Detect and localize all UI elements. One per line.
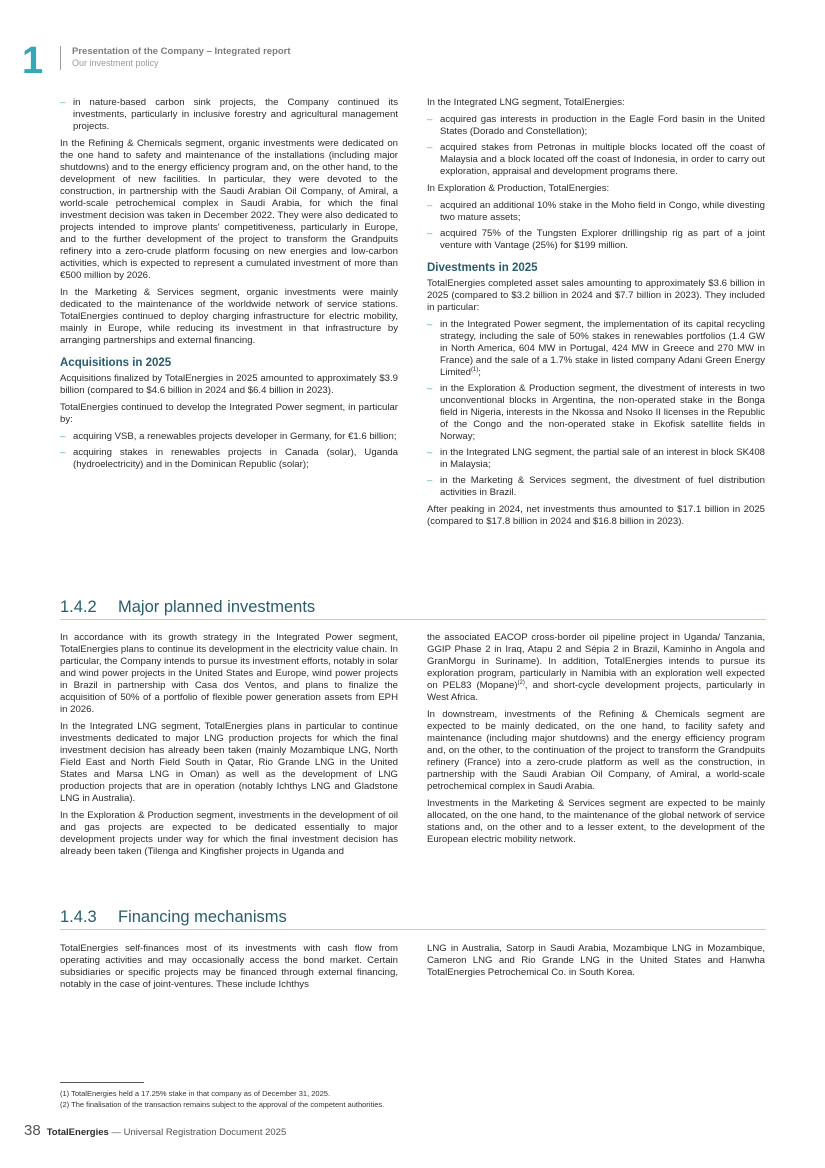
left-column-top [60,97,398,476]
list-item: – acquired an additional 10% stake in the Moho field in Congo, while divesting two mature assets; [427,200,765,223]
carbon-list [60,97,398,133]
footnote-1: (1) TotalEnergies held a 17.25% stake in that company as of December 31, 2025. [60,1089,331,1098]
section-number: 1.4.3 [60,908,97,926]
paragraph-refining: In the Refining & Chemicals segment, organic investments were dedicated on the one hand to safety and maintenance of the installations (including major shutdowns) and to the energy efficiency program and, on the other hand, to the development of new facilities. In particular, they were devoted to the construction, in partnership with the Saudi Arabian Oil Company, of Amiral, a world-scale petrochemical complex in Saudi Arabia, for which the final investment decision was taken in December 2022. They were also dedicated to projects intended to improve plants' competitiveness, particularly in Europe, and to the further development of the project to transform the Grandpuits refinery into a zero-crude platform focusing on new energies and low-carbon activities, which is expected to represent a cumulated investment of more than €500 million by 2026. [60,138,398,281]
paragraph: In accordance with its growth strategy in the Integrated Power segment, TotalEnergies plans to continue its development in the electricity value chain. In particular, the Company intends to pursue its investment efforts, notably in solar and wind power projects in the United States and Europe, wind power projects in Brazil in partnership with Casa dos Ventos, and plans to finalize the acquisition of 50% of a portfolio of flexible power generation assets from EPH in 2026. [60,632,398,715]
dash-icon: – [427,447,433,458]
dash-icon: – [427,200,433,211]
list-item: – in the Integrated Power segment, the implementation of its capital recycling strategy, including the sale of 50% stakes in renewables portfolios (1.4 GW in North America, 604 MW in Portugal, 424 MW in Greece and 270 MW in France) and the sale of a 1.7% stake in listed company Adani Green Energy Limited$^{(1)}$; [427,319,765,378]
list-item: – acquired 75% of the Tungsten Explorer drillingship rig as part of a joint venture with Vantage (25%) for $199 million. [427,228,765,251]
right-column-top [427,97,765,533]
header-subtitle: Our investment policy [72,58,159,68]
paragraph-lng: In the Integrated LNG segment, TotalEnergies: [427,97,625,108]
section-title: Financing mechanisms [118,908,287,926]
dash-icon: – [427,228,433,239]
chapter-number: 1 [22,40,44,82]
paragraph: TotalEnergies self-finances most of its investments with cash flow from operating activities and may occasionally access the bond market. Certain subsidiaries or specific projects may be financed through external financing, notably in the case of joint-ventures. These include Ichthys [60,943,398,990]
footnote-ref-2: (2) [517,679,525,686]
paragraph: Investments in the Marketing & Services segment are expected to be mainly allocated, on the one hand, to the maintenance of the global network of service stations and, on the other and to a lesser extent, to the development of the European electric mobility network. [427,798,765,845]
dash-icon: – [427,142,433,153]
paragraph: In downstream, investments of the Refining & Chemicals segment are expected to be mainly dedicated, on the one hand, to facility safety and maintenance (including major shutdowns) and the energy efficiency program and, on the other, to the continuation of the project to transform the Grandpuits refinery (France) into a zero-crude platform as well as the construction, in partnership with the Saudi Arabian Oil Company, of Amiral, a world-scale petrochemical complex in Saudi Arabia. [427,709,765,792]
page-number: 38 [24,1122,41,1139]
list-item: – in the Exploration & Production segment, the divestment of interests in two unconventional blocks in Argentina, the non-operated stake in the Bonga field in Nigeria, interests in the Nkossa and Nsoko II licenses in the Republic of the Congo and the non-operated stake in Ekofisk satellite fields in Norway; [427,383,765,442]
paragraph-net-investments: After peaking in 2024, net investments thus amounted to $17.1 billion in 2025 (compared to $17.8 billion in 2024 and $16.8 billion in 2023). [427,504,765,527]
divestments-list [427,319,765,499]
page-footer [24,1122,286,1140]
paragraph: In the Exploration & Production segment, investments in the development of oil and gas projects are expected to be dedicated essentially to major development projects under way for which the final investment decision has already been taken (Tilenga and Kingfisher projects in Uganda and [60,810,398,857]
section-title: Major planned investments [118,598,316,616]
heading-divestments: Divestments in 2025 [427,262,538,274]
paragraph: In the Integrated LNG segment, TotalEnergies plans in particular to continue investments dedicated to major LNG production projects for which the final investment decision has already been taken (mainly Mozambique LNG, North Field East and North Field South in Qatar, Rio Grande LNG in the United States and Marsa LNG in Oman) as well as the development of LNG production projects that are in operation (notably Ichthys LNG and Gladstone LNG in Australia). [60,721,398,804]
section-heading-1-4-3 [60,908,766,930]
ep-list [427,200,765,252]
dash-icon: – [60,97,66,108]
dash-icon: – [427,114,433,125]
footnote-2: (2) The finalisation of the transaction remains subject to the approval of the competent authorities. [60,1100,385,1109]
right-column-1-4-2 [427,632,765,851]
list-item: – in the Integrated LNG segment, the partial sale of an interest in block SK408 in Malaysia; [427,447,765,470]
paragraph-acquisitions: Acquisitions finalized by TotalEnergies in 2025 amounted to approximately $3.9 billion (compared to $4.6 billion in 2024 and $6.4 billion in 2023). [60,373,398,396]
section-heading-1-4-2 [60,598,766,620]
dash-icon: – [60,447,66,458]
footer-brand: TotalEnergies [46,1127,109,1138]
left-column-1-4-2 [60,632,398,863]
paragraph-ep: In Exploration & Production, TotalEnergies: [427,183,610,194]
list-item: – acquiring stakes in renewables projects in Canada (solar), Uganda (hydroelectricity) and in the Dominican Republic (solar); [60,447,398,470]
lng-list [427,114,765,178]
left-column-1-4-3 [60,943,398,996]
paragraph-divestments: TotalEnergies completed asset sales amounting to approximately $3.6 billion in 2025 (compared to $3.2 billion in 2024 and $7.7 billion in 2023). They included in particular: [427,278,765,313]
heading-acquisitions: Acquisitions in 2025 [60,357,172,369]
dash-icon: – [427,383,433,394]
dash-icon: – [427,475,433,486]
footnote-divider [60,1082,144,1083]
section-number: 1.4.2 [60,598,97,616]
list-item: – acquired gas interests in production in the Eagle Ford basin in the United States (Dorado and Constellation); [427,114,765,137]
paragraph-integrated-power: TotalEnergies continued to develop the Integrated Power segment, in particular by: [60,402,398,425]
paragraph: the associated EACOP cross-border oil pipeline project in Uganda/ Tanzania, GGIP Phase 2 in Iraq, Atapu 2 and Sépia 2 in Brazil, Kaminho in Angola and GranMorgu in Suriname). In addition, TotalEnergies intends to pursue its exploration program, particularly in Namibia with an exploration well expected on PEL83 (Mopane)$^{(2)}$, and short-cycle development projects, particularly in West Africa. [427,632,765,703]
dash-icon: – [60,431,66,442]
header-divider [60,46,61,70]
list-item: – acquiring VSB, a renewables projects developer in Germany, for €1.6 billion; [60,431,397,442]
acquisitions-list [60,431,398,471]
footnote-ref-1: (1) [470,366,479,373]
list-item: – in the Marketing & Services segment, the divestment of fuel distribution activities in Brazil. [427,475,765,498]
list-item: – acquired stakes from Petronas in multiple blocks located off the coast of Malaysia and a block located off the coast of Indonesia, in order to carry out exploration, appraisal and development programs there. [427,142,765,177]
list-item: – in nature-based carbon sink projects, the Company continued its investments, particularly in inclusive forestry and agricultural management projects. [60,97,398,132]
footer-document-title: — Universal Registration Document 2025 [108,1127,287,1138]
paragraph-marketing: In the Marketing & Services segment, organic investments were mainly dedicated to the maintenance of the worldwide network of service stations. TotalEnergies continued to deploy charging infrastructure for electric mobility, mainly in Europe, while reducing its investment in that infrastructure by arranging partnerships and external financing. [60,287,398,346]
header-title: Presentation of the Company – Integrated report [72,46,291,57]
right-column-1-4-3 [427,943,765,984]
paragraph: LNG in Australia, Satorp in Saudi Arabia, Mozambique LNG in Mozambique, Cameron LNG and Rio Grande LNG in the United States and Hanwha TotalEnergies Petrochemical Co. in South Korea. [427,943,765,978]
dash-icon: – [427,319,433,330]
